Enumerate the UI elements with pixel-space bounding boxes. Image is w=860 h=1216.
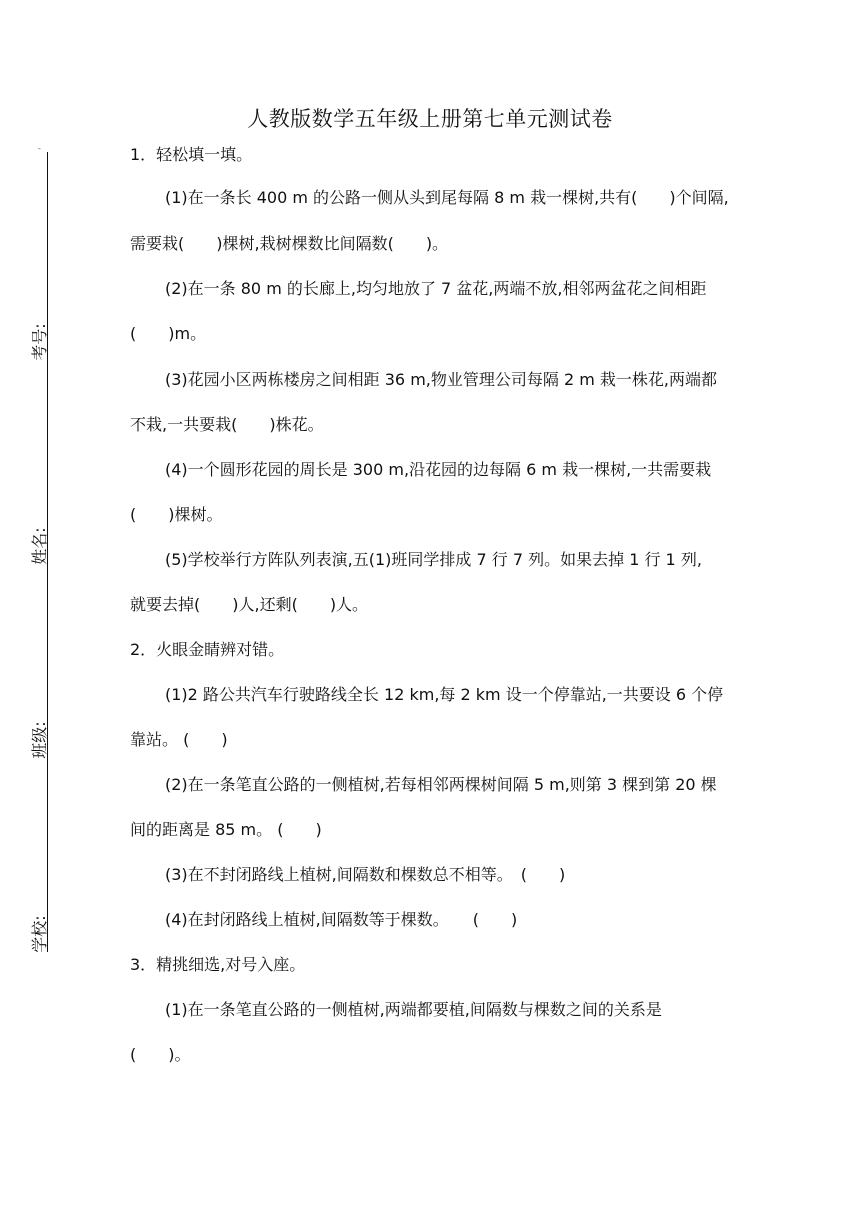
section-heading: 1．轻松填一填。 [130, 145, 253, 164]
question-line: 间的距离是 85 m。 ( ) [130, 820, 322, 839]
question-line: (2)在一条 80 m 的长廊上,均匀地放了 7 盆花,两端不放,相邻两盆花之间相距 [165, 279, 707, 298]
question-line: (3)花园小区两栋楼房之间相距 36 m,物业管理公司每隔 2 m 栽一株花,两端都 [165, 370, 717, 389]
question-line: (1)在一条长 400 m 的公路一侧从头到尾每隔 8 m 栽一棵树,共有( )个间隔, [165, 188, 729, 207]
class-label: 班级: [30, 721, 49, 759]
name-label: 姓名: [30, 527, 49, 565]
question-line: (5)学校举行方阵队列表演,五(1)班同学排成 7 行 7 列。如果去掉 1 行 1 列, [165, 550, 702, 569]
school-label: 学校: [30, 915, 49, 953]
question-line: (2)在一条笔直公路的一侧植树,若每相邻两棵树间隔 5 m,则第 3 棵到第 20 棵 [165, 775, 717, 794]
question-line: 靠站。 ( ) [130, 730, 228, 749]
question-line: 需要栽( )棵树,栽树棵数比间隔数( )。 [130, 234, 449, 253]
question-line: ( )m。 [130, 324, 207, 343]
question-line: (1)2 路公共汽车行驶路线全长 12 km,每 2 km 设一个停靠站,一共要设 6 个停 [165, 685, 724, 704]
question-line: ( )。 [130, 1045, 191, 1064]
question-line: (4)一个圆形花园的周长是 300 m,沿花园的边每隔 6 m 栽一棵树,一共需要栽 [165, 460, 712, 479]
question-line: ( )棵树。 [130, 505, 223, 524]
question-line: (4)在封闭路线上植树,间隔数等于棵数。 ( ) [165, 910, 518, 929]
section-heading: 2．火眼金睛辨对错。 [130, 640, 285, 659]
question-line: 就要去掉( )人,还剩( )人。 [130, 595, 369, 614]
page-title: 人教版数学五年级上册第七单元测试卷 [247, 107, 613, 131]
question-line: (1)在一条笔直公路的一侧植树,两端都要植,间隔数与棵数之间的关系是 [165, 1000, 662, 1019]
exam-number-label: 考号: [30, 323, 49, 361]
question-line: 不栽,一共要栽( )株花。 [130, 415, 324, 434]
question-line: (3)在不封闭路线上植树,间隔数和棵数总不相等。 ( ) [165, 865, 566, 884]
section-heading: 3．精挑细选,对号入座。 [130, 955, 306, 974]
binding-mark: - [38, 144, 41, 153]
